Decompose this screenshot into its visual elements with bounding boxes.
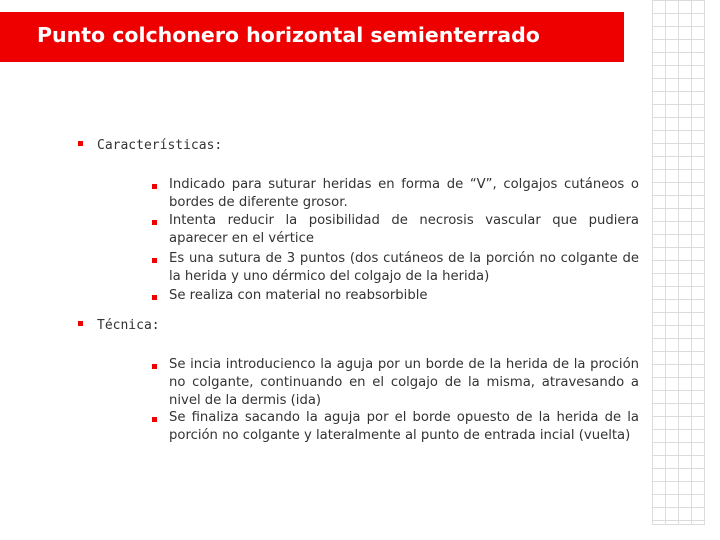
list-item (152, 176, 639, 212)
square-bullet-icon (152, 295, 157, 300)
decorative-grid (652, 0, 705, 525)
section-heading-tecnica (78, 318, 160, 333)
section-heading-caracteristicas (78, 138, 222, 153)
list-item (152, 409, 639, 445)
section-heading-text: Técnica: (97, 318, 160, 333)
list-item (152, 212, 639, 248)
square-bullet-icon (152, 258, 157, 263)
list-item-text: Intenta reducir la posibilidad de necrosis vascular que pudiera aparecer en el vértice (169, 213, 639, 246)
square-bullet-icon (152, 364, 157, 369)
list-item-text: Se finaliza sacando la aguja por el borde opuesto de la herida de la porción no colgante y lateralmente al punto de entrada incial (vuelta) (169, 410, 639, 443)
square-bullet-icon (152, 184, 157, 189)
square-bullet-icon (78, 141, 83, 146)
list-item (152, 287, 639, 305)
square-bullet-icon (78, 321, 83, 326)
list-item (152, 250, 639, 286)
list-item-text: Es una sutura de 3 puntos (dos cutáneos de la porción no colgante de la herida y uno dérmico del colgajo de la herida) (169, 251, 639, 284)
list-item (152, 356, 639, 409)
square-bullet-icon (152, 417, 157, 422)
list-item-text: Indicado para suturar heridas en forma de “V”, colgajos cutáneos o bordes de diferente grosor. (169, 177, 639, 210)
section-heading-text: Características: (97, 138, 223, 153)
list-item-text: Se realiza con material no reabsorbible (169, 288, 428, 303)
list-item-text: Se incia introducienco la aguja por un borde de la herida de la proción no colgante, continuando en el colgajo de la misma, atravesando a nivel de la dermis (ida) (169, 357, 639, 408)
slide-title: Punto colchonero horizontal semienterrado (37, 23, 540, 47)
square-bullet-icon (152, 220, 157, 225)
